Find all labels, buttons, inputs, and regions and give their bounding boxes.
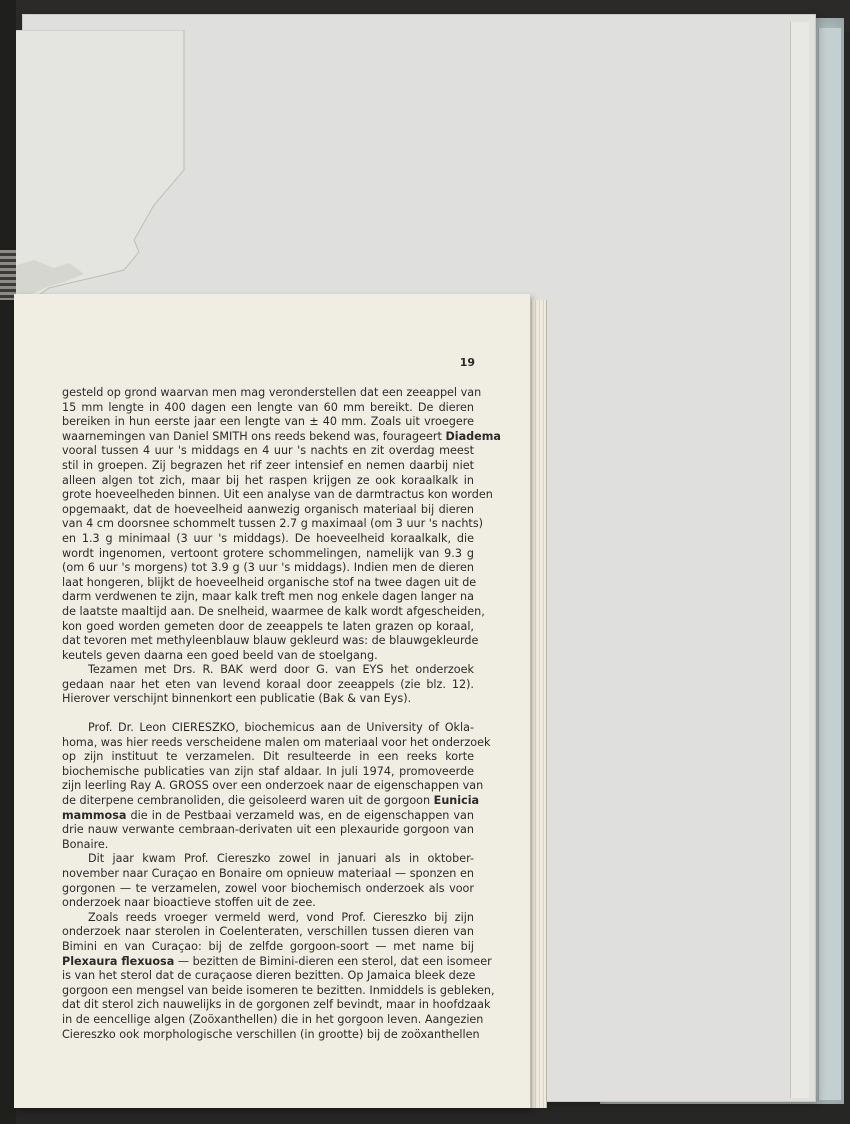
- text-line: biochemische publicaties van zijn staf aldaar. In juli 1974, promoveerde: [62, 764, 474, 778]
- text-line: keutels geven daarna een goed beeld van de stoelgang.: [62, 648, 378, 662]
- text-line: op zijn instituut te verzamelen. Dit resulteerde in een reeks korte: [62, 750, 474, 764]
- text-line: stil in groepen. Zij begrazen het rif zeer intensief en nemen daarbij niet: [62, 458, 474, 472]
- text-line: Tezamen met Drs. R. BAK werd door G. van EYS het onderzoek: [88, 663, 474, 677]
- text-line: Bonaire.: [62, 837, 109, 851]
- text-line: gorgonen — te verzamelen, zowel voor biochemisch onderzoek als voor: [62, 881, 474, 895]
- text-line: kon goed worden gemeten door de zeeappels te laten grazen op koraal,: [62, 619, 474, 633]
- page-number: 19: [459, 356, 475, 369]
- bold-term: Eunicia: [433, 794, 480, 808]
- bold-term: Diadema: [445, 429, 501, 443]
- text-line: is van het sterol dat de curaçaose dieren bezitten. Op Jamaica bleek deze: [62, 969, 476, 983]
- paragraph-gap: [62, 707, 474, 721]
- text-line: zijn leerling Ray A. GROSS over een onderzoek naar de eigenschappen van: [62, 779, 484, 793]
- text-line: in de eencellige algen (Zoöxanthellen) die in het gorgoon leven. Aangezien: [62, 1012, 484, 1026]
- backing-sheet-fold: [790, 22, 809, 1098]
- text-line: Hierover verschijnt binnenkort een publicatie (Bak & van Eys).: [62, 692, 412, 706]
- text-line: waarnemingen van Daniel SMITH ons reeds bekend was, fourageert Diadema: [62, 429, 501, 443]
- text-line: gesteld op grond waarvan men mag veronderstellen dat een zeeappel van: [62, 386, 482, 399]
- text-line: Prof. Dr. Leon CIERESZKO, biochemicus aan de University of Okla-: [88, 721, 474, 735]
- text-line: Dit jaar kwam Prof. Ciereszko zowel in januari als in oktober-: [88, 852, 474, 866]
- text-line: gorgoon een mengsel van beide isomeren te bezitten. Inmiddels is gebleken,: [62, 983, 495, 997]
- text-line: Plexaura flexuosa — bezitten de Bimini-dieren een sterol, dat een isomeer: [62, 954, 492, 968]
- text-line: darm verdwenen te zijn, maar kalk treft men nog enkele dagen langer na: [62, 590, 474, 604]
- text-line: de diterpene cembranoliden, die geisoleerd waren uit de gorgoon Eunicia: [62, 794, 480, 808]
- text-line: Zoals reeds vroeger vermeld werd, vond Prof. Ciereszko bij zijn: [88, 910, 474, 924]
- text-line: grote hoeveelheden binnen. Uit een analyse van de darmtractus kon worden: [62, 488, 493, 502]
- text-line: wordt ingenomen, vertoont grotere schommelingen, namelijk van 9.3 g: [62, 546, 474, 560]
- text-line: Ciereszko ook morphologische verschillen (in grootte) bij de zoöxanthellen: [62, 1027, 480, 1041]
- bold-term: Plexaura flexuosa: [62, 954, 175, 968]
- text-line: en 1.3 g minimaal (3 uur 's middags). De hoeveelheid koraalkalk, die: [62, 531, 474, 545]
- text-line: onderzoek naar sterolen in Coelenteraten, verschillen tussen dieren van: [62, 925, 474, 939]
- text-line: november naar Curaçao en Bonaire om opnieuw materiaal — sponzen en: [62, 867, 474, 880]
- text-line: dat tevoren met methyleenblauw blauw gekleurd was: de blauwgekleurde: [62, 634, 479, 648]
- text-line: onderzoek naar bioactieve stoffen uit de zee.: [62, 896, 316, 910]
- torn-paper-shape: [14, 30, 214, 300]
- page-text: [62, 386, 501, 1042]
- text-line: alleen algen tot zich, maar bij het raspen krijgen ze ook koraalkalk in: [62, 473, 474, 487]
- backing-board-edge: [818, 28, 841, 1100]
- text-line: 15 mm lengte in 400 dagen een lengte van 60 mm bereikt. De dieren: [62, 400, 474, 414]
- text-line: opgemaakt, dat de hoeveelheid aanwezig organisch materiaal bij dieren: [62, 502, 474, 516]
- text-line: homa, was hier reeds verscheidene malen om materiaal voor het onderzoek: [62, 735, 491, 749]
- spiral-binding-icon: [0, 250, 16, 300]
- text-line: vooral tussen 4 uur 's middags en 4 uur 's nachts en zit overdag meest: [62, 444, 474, 458]
- text-line: gedaan naar het eten van levend koraal door zeeappels (zie blz. 12).: [62, 677, 474, 691]
- text-line: laat hongeren, blijkt de hoeveelheid organische stof na twee dagen uit de: [62, 575, 477, 589]
- text-line: de laatste maaltijd aan. De snelheid, waarmee de kalk wordt afgescheiden,: [62, 604, 485, 618]
- text-line: bereiken in hun eerste jaar een lengte van ± 40 mm. Zoals uit vroegere: [62, 415, 474, 429]
- text-line: Bimini en van Curaçao: bij de zelfde gorgoon-soort — met name bij: [62, 939, 474, 953]
- text-line: mammosa die in de Pestbaai verzameld was, en de eigenschappen van: [62, 808, 474, 822]
- text-line: (om 6 uur 's morgens) tot 3.9 g (3 uur 's middags). Indien men de dieren: [62, 561, 474, 575]
- bold-term: mammosa: [62, 808, 127, 822]
- text-line: dat dit sterol zich nauwelijks in de gorgonen zelf bevindt, maar in hoofdzaak: [62, 998, 491, 1012]
- text-line: van 4 cm doorsnee schommelt tussen 2.7 g maximaal (om 3 uur 's nachts): [62, 517, 484, 531]
- text-line: drie nauw verwante cembraan-derivaten uit een plexauride gorgoon van: [62, 823, 474, 837]
